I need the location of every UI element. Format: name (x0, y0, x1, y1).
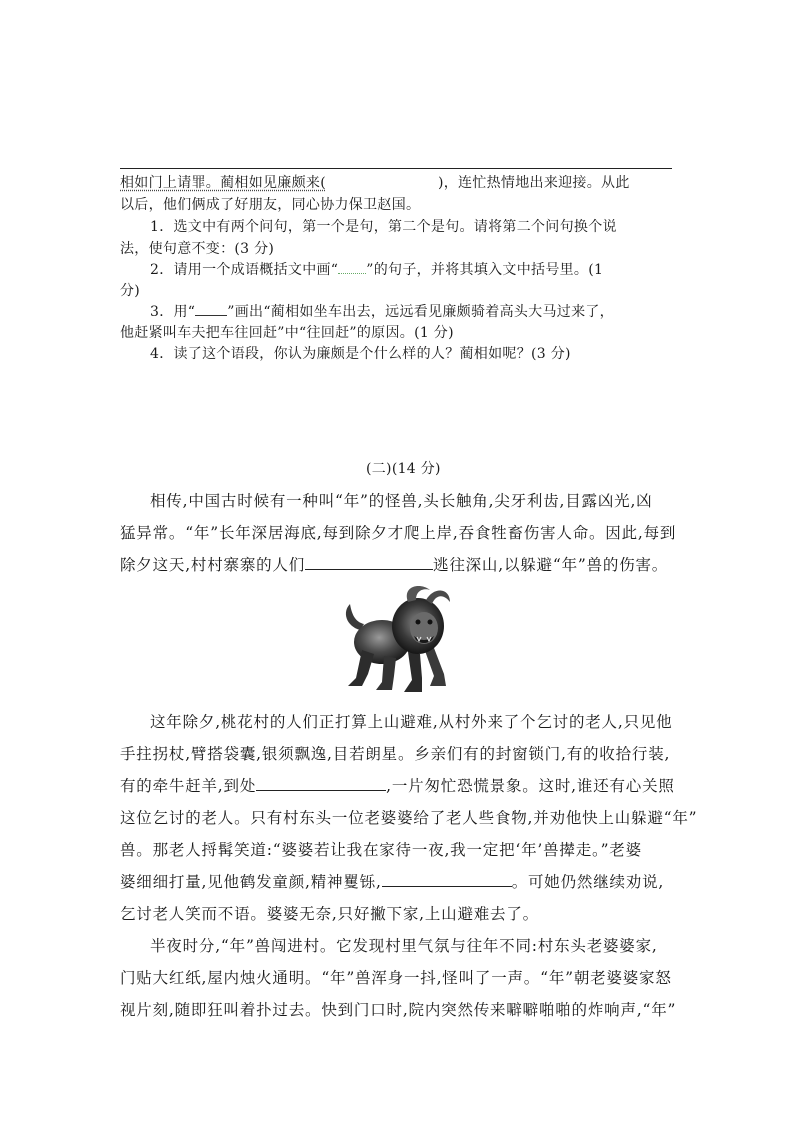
s2-p2-line5: 兽。那老人捋髯笑道:“婆婆若让我在家待一夜,我一定把‘年’兽撵走。”老婆 (120, 841, 642, 859)
s2-p2-line2: 手拄拐杖,臂搭袋囊,银须飘逸,目若朗星。乡亲们有的封窗锁门,有的收拾行装, (120, 745, 671, 763)
straight-underline-mark (195, 305, 227, 316)
question-2-line2: 分) (120, 283, 141, 299)
s2-p1-line2: 猛异常。“年”长年深居海底,每到除夕才爬上岸,吞食牲畜伤害人命。因此,每到 (120, 524, 677, 542)
s2-p2-line1: 这年除夕,桃花村的人们正打算上山避难,从村外来了个乞讨的老人,只见他 (150, 713, 673, 731)
s2-p2-line6: 婆细细打量,见他鹤发童颜,精神矍铄, 。可她仍然继续劝说, (120, 873, 665, 891)
s2-p2-line3: 有的牵牛赶羊,到处 ,一片匆忙恐慌景象。这时,谁还有心关照 (120, 777, 675, 795)
s2-p3-line1: 半夜时分,“年”兽闯进村。它发现村里气氛与往年不同:村东头老婆婆家, (150, 937, 658, 955)
answer-blank-2[interactable] (256, 776, 386, 791)
s2-p1-line3: 除夕这天,村村寨寨的人们 逃往深山,以躲避“年”兽的伤害。 (120, 556, 669, 574)
s2-p2-line7: 乞讨老人笑而不语。婆婆无奈,只好撇下家,上山避难去了。 (120, 905, 539, 923)
question-4: 4．读了这个语段，你认为廉颇是个什么样的人？蔺相如呢？(3 分) (150, 346, 571, 362)
top-rule (120, 168, 672, 169)
s2-p3-line3: 视片刻,随即狂叫着扑过去。快到门口时,院内突然传来噼噼啪啪的炸响声,“年” (120, 1001, 677, 1019)
s2-p2-line4: 这位乞讨的老人。只有村东头一位老婆婆给了老人些食物,并劝他快上山躲避“年” (120, 809, 698, 827)
answer-blank-3[interactable] (382, 872, 512, 887)
s2-p1-line1: 相传,中国古时候有一种叫“年”的怪兽,头长触角,尖牙利齿,目露凶光,凶 (150, 492, 653, 510)
wavy-underline-mark (338, 263, 366, 274)
question-3-line2: 他赶紧叫车夫把车往回赶”中“往回赶”的原因。(1 分) (120, 325, 454, 341)
s2-p3-line2: 门贴大红纸,屋内烛火通明。“年”兽浑身一抖,怪叫了一声。“年”朝老婆婆家怒 (120, 969, 672, 987)
question-1-line1: 1．选文中有两个问句，第一个是句，第二个是句。请将第二个问句换个说 (150, 219, 617, 235)
answer-blank-1[interactable] (305, 555, 433, 570)
question-1-line2: 法，使句意不变：(3 分) (120, 241, 275, 257)
nian-beast-illustration (338, 582, 458, 700)
question-3-line1: 3．用“ ”画出“蔺相如坐车出去，远远看见廉颇骑着高头大马过来了， (150, 304, 614, 320)
section-2-heading: (二)(14 分) (366, 461, 441, 477)
question-2-line1: 2．请用一个成语概括文中画“ ”的句子，并将其填入文中括号里。(1 (150, 262, 604, 278)
s1-paragraph-line1: 相如门上请罪。蔺相如见廉颇来( )，连忙热情地出来迎接。从此 (120, 175, 630, 191)
s1-paragraph-line2: 以后，他们俩成了好朋友，同心协力保卫赵国。 (120, 197, 421, 213)
